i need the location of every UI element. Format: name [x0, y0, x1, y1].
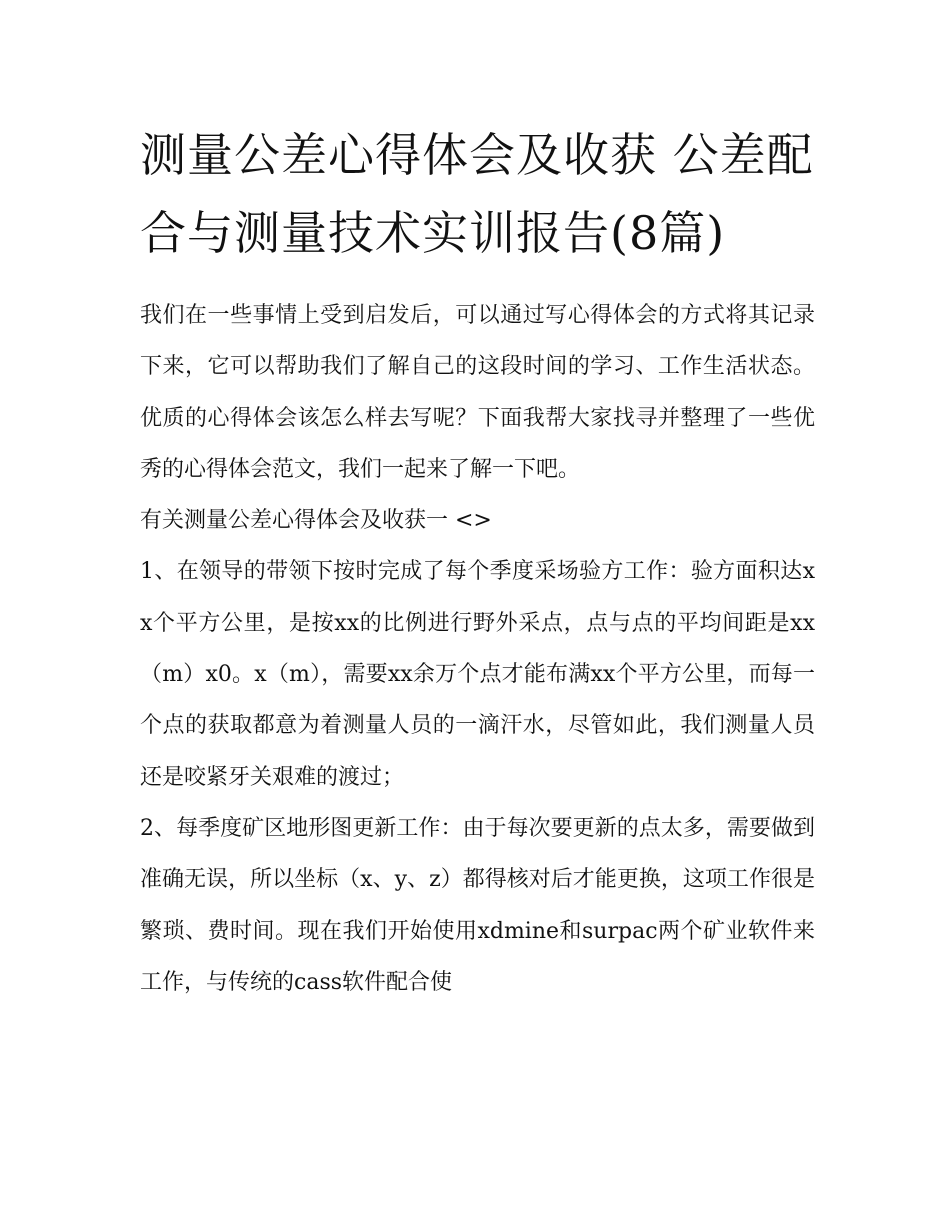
intro-paragraph: 我们在一些事情上受到启发后，可以通过写心得体会的方式将其记录下来，它可以帮助我们了解自己的这段时间的学习、工作生活状态。优质的心得体会该怎么样去写呢？下面我帮大家找寻并整理了一些优秀的心得体会范文，我们一起来了解一下吧。: [140, 303, 815, 482]
list-item: 2、每季度矿区地形图更新工作：由于每次要更新的点太多，需要做到准确无误，所以坐标（x、y、z）都得核对后才能更换，这项工作很是繁琐、费时间。现在我们开始使用xdmine和surpac两个矿业软件来工作，与传统的cass软件配合使: [140, 815, 815, 995]
document-title: 测量公差心得体会及收获 公差配合与测量技术实训报告(8篇): [140, 128, 814, 260]
list-item: 1、在领导的带领下按时完成了每个季度采场验方工作：验方面积达xx个平方公里，是按xx的比例进行野外采点，点与点的平均间距是xx（m）x0。x（m），需要xx余万个点才能布满xx个平方公里，而每一个点的获取都意为着测量人员的一滴汗水，尽管如此，我们测量人员还是咬紧牙关艰难的渡过；: [140, 559, 815, 790]
document-page: [140, 116, 815, 1008]
section-heading: 有关测量公差心得体会及收获一 <>: [140, 508, 492, 534]
